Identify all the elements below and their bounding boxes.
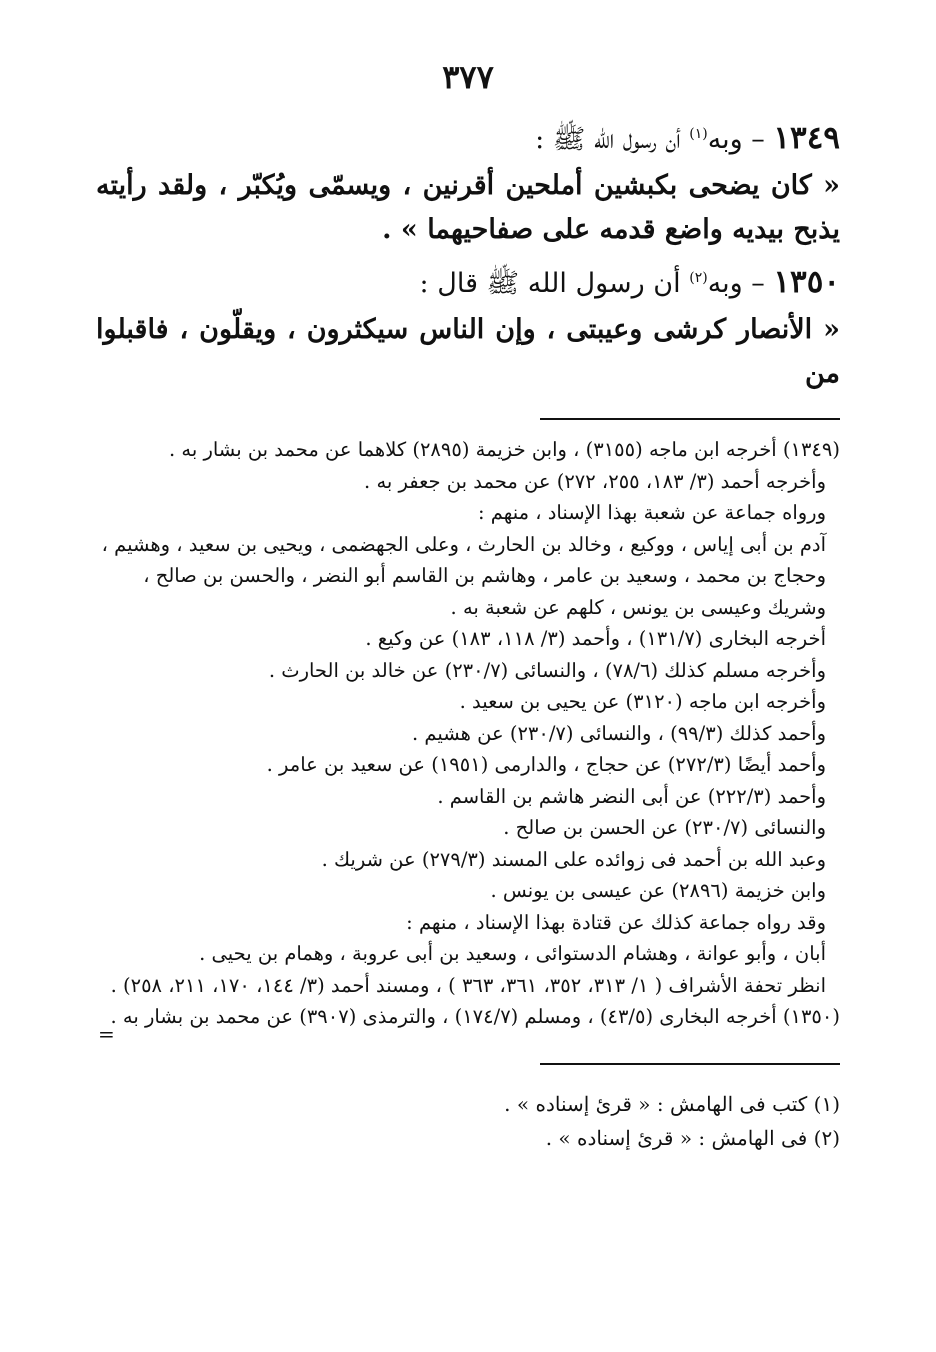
footnote-1349 <box>96 434 840 1001</box>
margin-note: (١) كتب فى الهامش : « قرئ إسناده » . <box>504 1091 840 1116</box>
footnote-line: انظر تحفة الأشراف ( ١/ ٣١٣، ٣٥٢، ٣٦١، ٣٦٣ ) ، ومسند أحمد (٣/ ١٤٤، ١٧٠، ٢١١، ٢٥٨) . <box>110 973 826 997</box>
footnote-line: وأخرجه ابن ماجه (٣١٢٠) عن يحيى بن سعيد . <box>459 690 826 713</box>
hadith-1349-intro <box>96 114 840 160</box>
margin-note: (٢) فى الهامش : « قرئ إسناده » . <box>545 1125 840 1150</box>
hadith-intro-text: أن رسول الله ﷺ : <box>535 124 690 155</box>
footnote-line: والنسائى (٢٣٠/٧) عن الحسن بن صالح . <box>503 816 826 839</box>
margin-notes <box>96 1087 840 1155</box>
hadith-1350-intro <box>96 258 840 304</box>
footnote-line: وأحمد كذلك (٩٩/٣) ، والنسائى (٢٣٠/٧) عن هشيم . <box>412 721 826 745</box>
continuation-mark: = <box>98 1021 115 1046</box>
footnote-line: وأحمد (٢٢٢/٣) عن أبى النضر هاشم بن القاسم . <box>437 784 826 808</box>
footnote-ref: (٢) <box>689 270 708 286</box>
book-page <box>96 50 840 1155</box>
hadith-number: ١٣٥٠ <box>773 264 840 300</box>
footnote-line: وقد رواه جماعة كذلك عن قتادة بهذا الإسناد ، منهم : <box>406 910 826 934</box>
footnote-line: (١٣٤٩) أخرجه ابن ماجه (٣١٥٥) ، وابن خزيمة (٢٨٩٥) كلاهما عن محمد بن بشار به . <box>168 438 840 461</box>
hadith-1349-text: « كان يضحى بكبشين أملحين أقرنين ، ويسمّى ويُكبّر ، ولقد رأيته يذبح بيديه واضع قدمه على صفاحيهما » . <box>96 170 840 245</box>
footnote-line: وأحمد أيضًا (٢٧٢/٣) عن حجاج ، والدارمى (١٩٥١) عن سعيد بن عامر . <box>266 753 826 776</box>
footnote-line: آدم بن أبى إياس ، ووكيع ، وخالد بن الحارث ، وعلى الجهضمى ، ويحيى بن سعيد ، وهشيم ، وحجاج بن محمد ، وسعيد بن عامر ، وهاشم بن القاسم أبو النضر ، والحسن بن صالح ، وشريك وعيسى بن يونس ، كلهم عن شعبة به . <box>101 532 826 619</box>
footnote-line: وعبد الله بن أحمد فى زوائده على المسند (٢٧٩/٣) عن شريك . <box>321 847 826 871</box>
footnote-line: أبان ، وأبو عوانة ، وهشام الدستوائى ، وسعيد بن أبى عروبة ، وهمام بن يحيى . <box>199 942 826 965</box>
footnote-line: ورواه جماعة عن شعبة بهذا الإسناد ، منهم : <box>477 501 826 524</box>
footnote-line: وابن خزيمة (٢٨٩٦) عن عيسى بن يونس . <box>490 879 826 902</box>
footnote-line: وأخرجه أحمد (٣/ ١٨٣، ٢٥٥، ٢٧٢) عن محمد بن جعفر به . <box>364 469 826 493</box>
hadith-intro-text: – وبه <box>707 124 774 155</box>
footnote-line: (١٣٥٠) أخرجه البخارى (٤٣/٥) ، ومسلم (١٧٤/٧) ، والترمذى (٣٩٠٧) عن محمد بن بشار به . <box>110 1005 840 1028</box>
footnote-1350 <box>96 1001 840 1046</box>
page-number: ٣٧٧ <box>442 58 494 96</box>
hadith-intro-text: أن رسول الله ﷺ قال : <box>419 268 690 299</box>
margin-notes-divider <box>540 1063 840 1065</box>
footnote-line: وأخرجه مسلم كذلك (٧٨/٦) ، والنسائى (٢٣٠/٧) عن خالد بن الحارث . <box>268 658 826 682</box>
footnote-ref: (١) <box>689 126 708 142</box>
hadith-number: ١٣٤٩ <box>773 120 840 156</box>
footnote-line: أخرجه البخارى (١٣١/٧) ، وأحمد (٣/ ١١٨، ١٨٣) عن وكيع . <box>365 627 826 650</box>
footnote-divider <box>540 418 840 420</box>
hadith-intro-text: – وبه <box>707 268 774 299</box>
hadith-1350-text: « الأنصار كرشى وعيبتى ، وإن الناس سيكثرون ، ويقلّون ، فاقبلوا من <box>96 314 840 389</box>
takhrij-footnotes <box>96 434 840 1046</box>
